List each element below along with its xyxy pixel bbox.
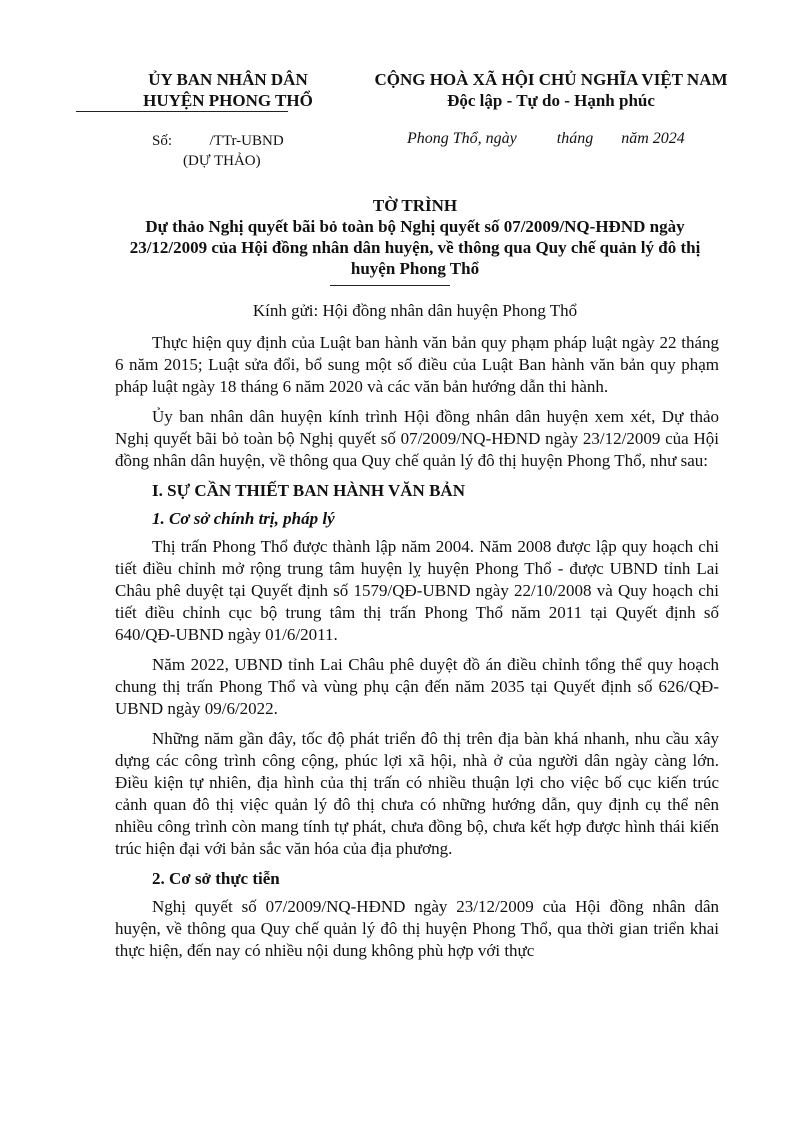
paragraph: Ủy ban nhân dân huyện kính trình Hội đồng nhân dân huyện xem xét, Dự thảo Nghị quyết bãi bỏ toàn bộ Nghị quyết số 07/2009/NQ-HĐND ngày 23/12/2009 của Hội đồng nhân dân huyện, về thông qua Quy chế quản lý đô thị huyện Phong Thổ, như sau:: [115, 407, 719, 470]
draft-label: (DỰ THẢO): [183, 153, 261, 169]
recipient-line: Kính gửi: Hội đồng nhân dân huyện Phong Thổ: [252, 301, 578, 320]
national-motto: [362, 69, 740, 111]
paragraph: Thực hiện quy định của Luật ban hành văn bản quy phạm pháp luật ngày 22 tháng 6 năm 2015; Luật sửa đổi, bổ sung một số điều của Luật Ban hành văn bản quy phạm pháp luật ngày 18 tháng 6 năm 2020 và các văn bản hướng dẫn thi hành.: [115, 333, 719, 396]
document-body: [115, 332, 719, 970]
section-heading: I. SỰ CẦN THIẾT BAN HÀNH VĂN BẢN: [152, 481, 465, 500]
paragraph: Những năm gần đây, tốc độ phát triển đô thị trên địa bàn khá nhanh, nhu cầu xây dựng các công trình công cộng, phúc lợi xã hội, nhà ở của người dân ngày càng lớn. Điều kiện tự nhiên, địa hình của thị trấn có nhiều thuận lợi cho việc bố cục kiến trúc cảnh quan đô thị việc quản lý đô thị chưa có những hướng dẫn, quy định cụ thể nên nhiều công trình còn mang tính tự phát, chưa đồng bộ, chưa kết hợp được hình thái kiến trúc hiện đại với bản sắc văn hóa của địa phương.: [115, 729, 719, 858]
issuing-organization: [110, 69, 346, 111]
paragraph: Thị trấn Phong Thổ được thành lập năm 2004. Năm 2008 được lập quy hoạch chi tiết điều chỉnh mở rộng trung tâm huyện lỵ huyện Phong Thổ - được UBND tỉnh Lai Châu phê duyệt tại Quyết định số 1579/QĐ-UBND ngày 22/10/2008 và Quy hoạch chi tiết điều chỉnh cục bộ trung tâm thị trấn Phong Thổ năm 2011 tại Quyết định số 640/QĐ-UBND ngày 01/6/2011.: [115, 537, 719, 644]
country-name: CỘNG HOÀ XÃ HỘI CHỦ NGHĨA VIỆT NAM: [374, 70, 728, 89]
subsection-heading: 2. Cơ sở thực tiễn: [152, 869, 280, 888]
document-subtitle: Dự thảo Nghị quyết bãi bỏ toàn bộ Nghị quyết số 07/2009/NQ-HĐND ngày 23/12/2009 của Hội đồng nhân dân huyện, về thông qua Quy chế quản lý đô thị huyện Phong Thổ: [129, 217, 701, 278]
subsection-heading: 1. Cơ sở chính trị, pháp lý: [152, 509, 335, 528]
org-underline: [76, 111, 288, 112]
paragraph: Nghị quyết số 07/2009/NQ-HĐND ngày 23/12/2009 của Hội đồng nhân dân huyện, về thông qua Quy chế quản lý đô thị huyện Phong Thổ, qua thời gian triển khai thực hiện, đến nay có nhiều nội dung không phù hợp với thực: [115, 897, 719, 960]
document-title: TỜ TRÌNH: [372, 196, 458, 215]
document-number: Số: /TTr-UBND: [152, 133, 284, 149]
org-name-line1: ỦY BAN NHÂN DÂN: [148, 70, 308, 89]
paragraph: Năm 2022, UBND tỉnh Lai Châu phê duyệt đồ án điều chỉnh tổng thể quy hoạch chung thị trấn Phong Thổ và vùng phụ cận đến năm 2035 tại Quyết định số 626/QĐ-UBND ngày 09/6/2022.: [115, 655, 719, 718]
org-name-line2: HUYỆN PHONG THỔ: [143, 91, 313, 110]
motto: Độc lập - Tự do - Hạnh phúc: [447, 91, 655, 110]
place-date: Phong Thổ, ngày tháng năm 2024: [407, 130, 685, 147]
title-underline: [330, 285, 450, 286]
